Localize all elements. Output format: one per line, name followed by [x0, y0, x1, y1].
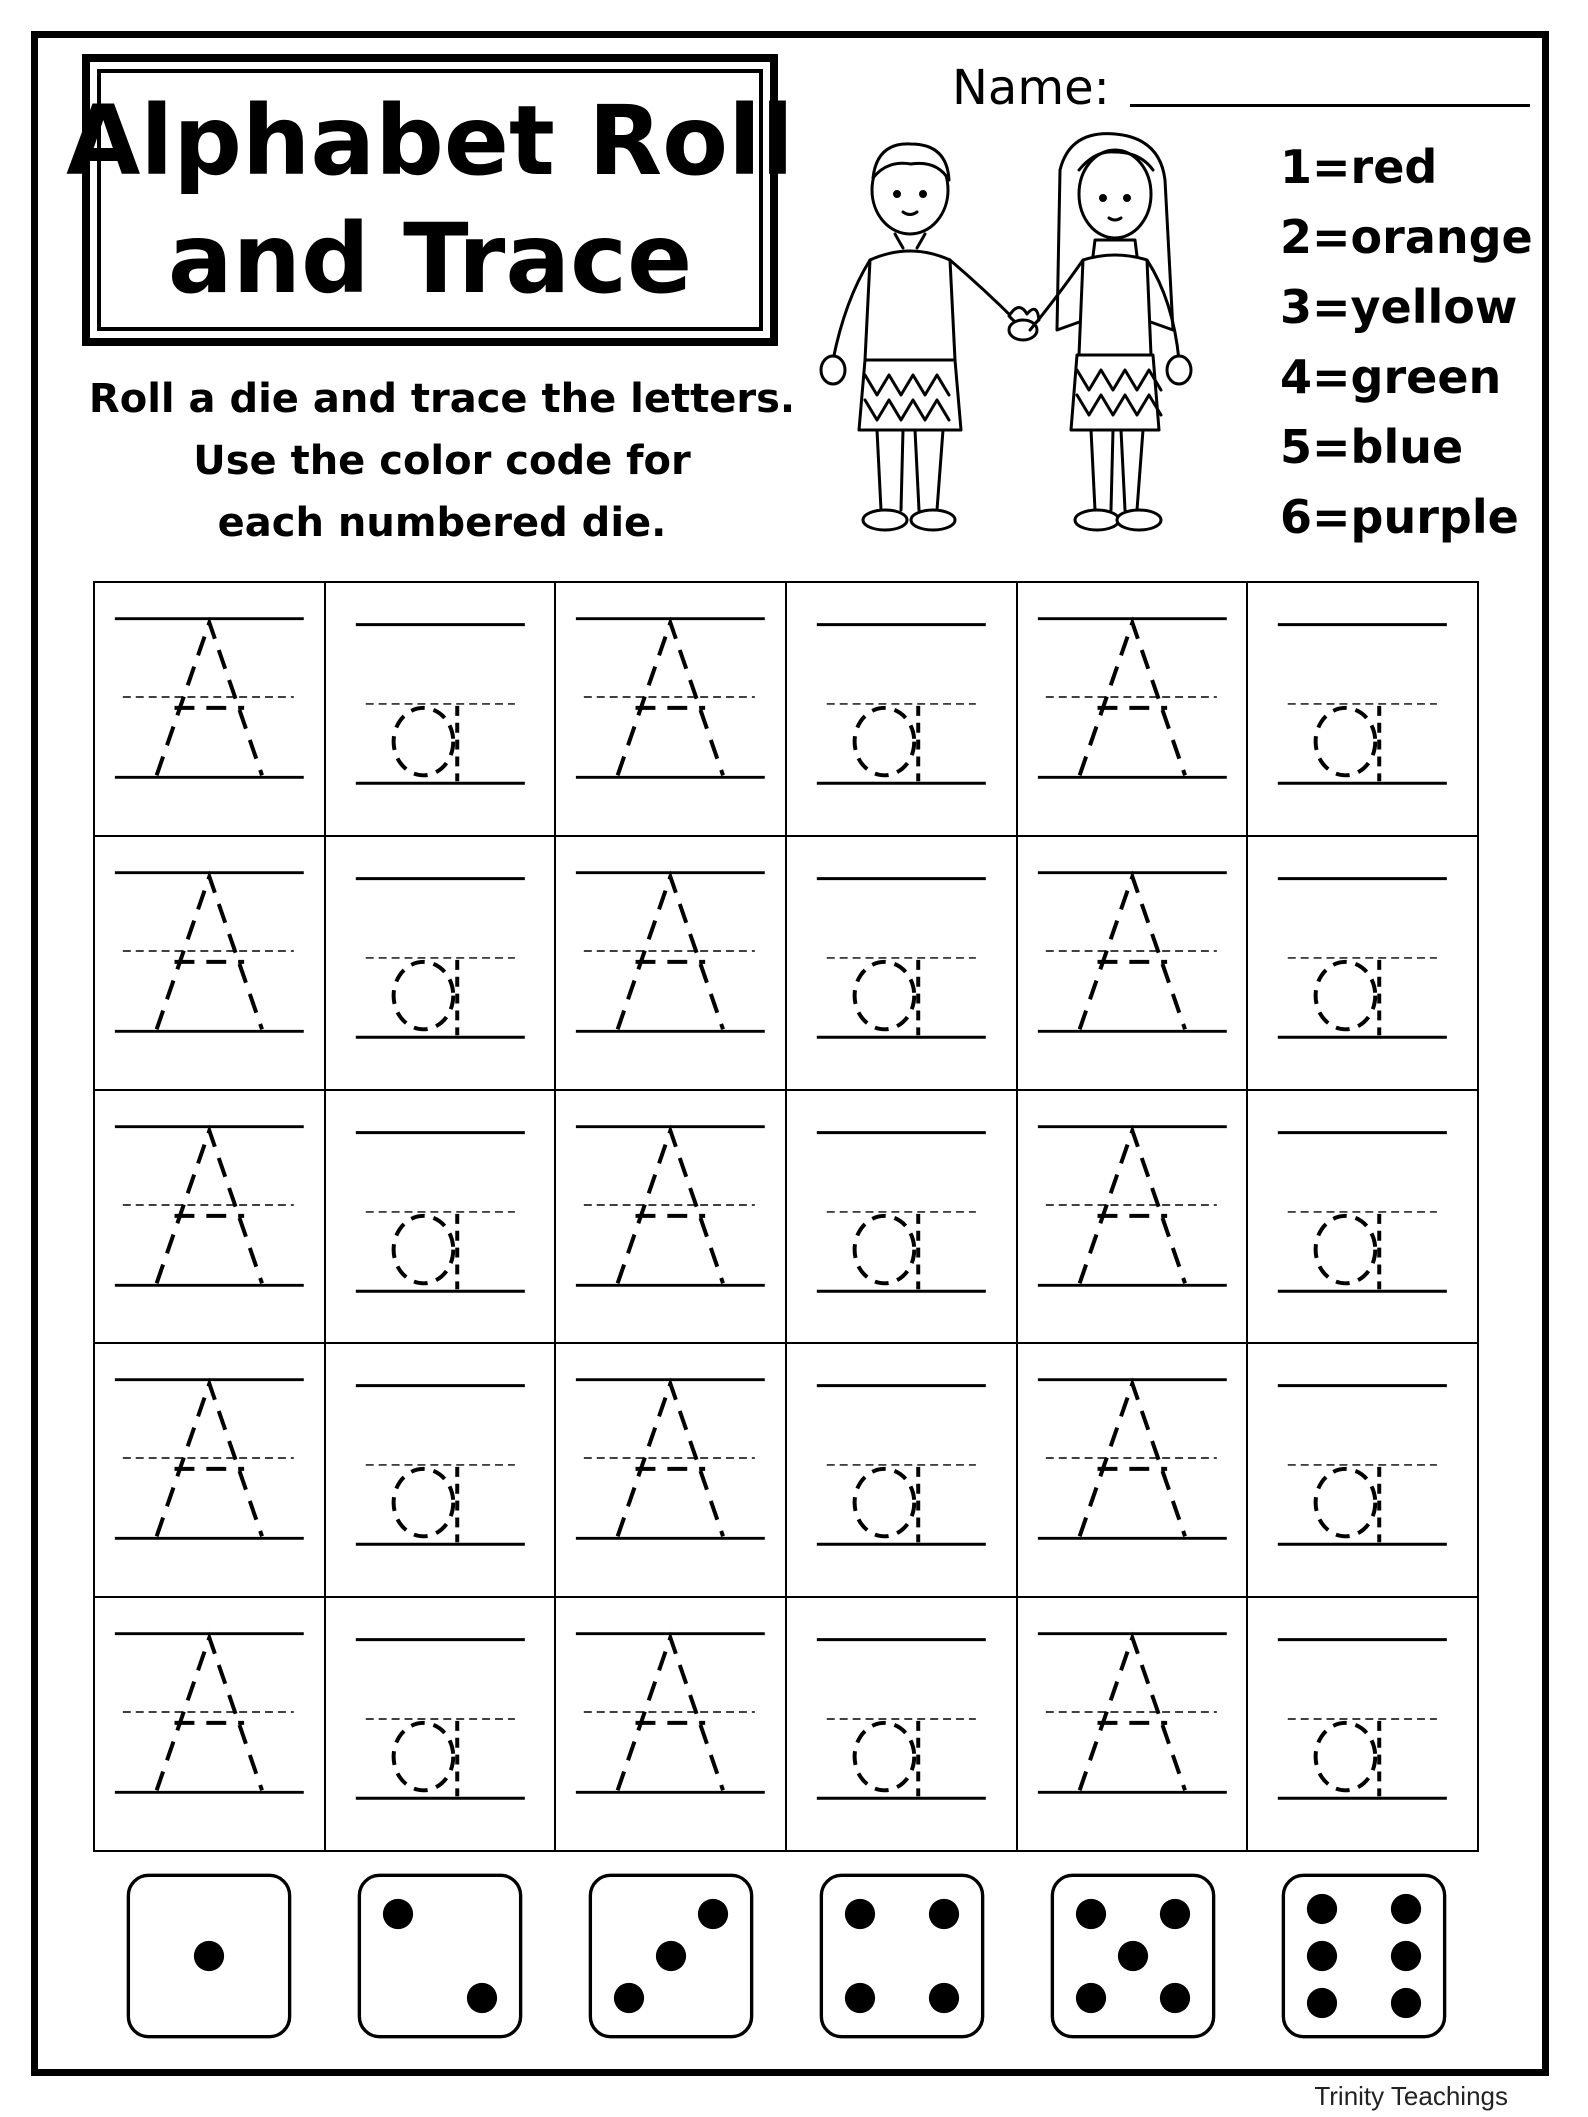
color-code-6: 6=purple: [1280, 490, 1519, 544]
trace-letter-uppercase-a: [1018, 837, 1247, 1089]
boy-figure: [821, 144, 1015, 530]
trace-letter-lowercase-a: [787, 1091, 1016, 1343]
trace-cell[interactable]: [787, 1091, 1018, 1345]
trace-cell[interactable]: [95, 837, 326, 1091]
trace-cell[interactable]: [326, 1598, 557, 1852]
trace-letter-uppercase-a: [556, 1091, 785, 1343]
dice-row: [93, 1872, 1479, 2044]
footer-credit: Trinity Teachings: [1314, 2081, 1508, 2111]
color-code-5: 5=blue: [1280, 420, 1464, 474]
instructions-line-1: Roll a die and trace the letters.: [88, 376, 796, 422]
trace-letter-uppercase-a: [556, 583, 785, 835]
die-face-one: [125, 1872, 293, 2040]
trace-letter-uppercase-a: [95, 1598, 324, 1850]
color-code-3: 3=yellow: [1280, 280, 1518, 334]
trace-letter-uppercase-a: [1018, 1344, 1247, 1596]
trace-cell[interactable]: [556, 1091, 787, 1345]
trace-letter-lowercase-a: [1248, 1344, 1477, 1596]
trace-letter-lowercase-a: [326, 1091, 555, 1343]
trace-letter-lowercase-a: [1248, 583, 1477, 835]
trace-letter-uppercase-a: [95, 837, 324, 1089]
die-face-six: [1280, 1872, 1448, 2040]
trace-letter-lowercase-a: [787, 1344, 1016, 1596]
name-label: Name:: [952, 60, 1110, 116]
trace-cell[interactable]: [556, 837, 787, 1091]
trace-cell[interactable]: [556, 583, 787, 837]
trace-cell[interactable]: [1248, 1091, 1479, 1345]
instructions-line-2: Use the color code for: [193, 438, 691, 484]
die-face-three: [587, 1872, 755, 2040]
trace-cell[interactable]: [1018, 583, 1249, 837]
trace-cell[interactable]: [326, 1344, 557, 1598]
die-face-two: [356, 1872, 524, 2040]
trace-letter-lowercase-a: [787, 1598, 1016, 1850]
trace-letter-uppercase-a: [95, 1091, 324, 1343]
kids-illustration: [815, 130, 1215, 550]
trace-cell[interactable]: [1018, 1598, 1249, 1852]
color-code-2: 2=orange: [1280, 210, 1533, 264]
trace-cell[interactable]: [95, 1598, 326, 1852]
trace-cell[interactable]: [1018, 837, 1249, 1091]
trace-letter-lowercase-a: [326, 583, 555, 835]
instructions: [82, 368, 802, 554]
title-frame: [66, 69, 794, 331]
name-field[interactable]: [1130, 104, 1530, 107]
trace-cell[interactable]: [1018, 1344, 1249, 1598]
trace-cell[interactable]: [556, 1598, 787, 1852]
trace-letter-lowercase-a: [787, 837, 1016, 1089]
girl-figure: [1030, 134, 1191, 530]
trace-cell[interactable]: [787, 1344, 1018, 1598]
trace-letter-lowercase-a: [326, 1598, 555, 1850]
trace-cell[interactable]: [1248, 583, 1479, 837]
color-code-legend: [1280, 132, 1533, 552]
trace-cell[interactable]: [1248, 1344, 1479, 1598]
trace-cell[interactable]: [787, 1598, 1018, 1852]
die-face-four: [818, 1872, 986, 2040]
trace-letter-uppercase-a: [556, 1344, 785, 1596]
color-code-1: 1=red: [1280, 140, 1438, 194]
trace-cell[interactable]: [1018, 1091, 1249, 1345]
trace-letter-lowercase-a: [787, 583, 1016, 835]
trace-cell[interactable]: [326, 1091, 557, 1345]
title-line-2: and Trace: [167, 203, 693, 315]
trace-letter-lowercase-a: [1248, 1091, 1477, 1343]
trace-cell[interactable]: [556, 1344, 787, 1598]
trace-letter-lowercase-a: [326, 1344, 555, 1596]
die-face-five: [1049, 1872, 1217, 2040]
trace-cell[interactable]: [787, 583, 1018, 837]
trace-letter-uppercase-a: [556, 837, 785, 1089]
trace-letter-uppercase-a: [1018, 583, 1247, 835]
trace-letter-lowercase-a: [1248, 837, 1477, 1089]
trace-cell[interactable]: [95, 1344, 326, 1598]
trace-letter-uppercase-a: [1018, 1598, 1247, 1850]
trace-letter-uppercase-a: [95, 583, 324, 835]
trace-cell[interactable]: [326, 583, 557, 837]
trace-cell[interactable]: [787, 837, 1018, 1091]
trace-letter-lowercase-a: [1248, 1598, 1477, 1850]
trace-cell[interactable]: [95, 583, 326, 837]
trace-cell[interactable]: [1248, 1598, 1479, 1852]
color-code-4: 4=green: [1280, 350, 1502, 404]
trace-letter-uppercase-a: [95, 1344, 324, 1596]
instructions-line-3: each numbered die.: [217, 500, 667, 546]
trace-letter-uppercase-a: [556, 1598, 785, 1850]
tracing-grid: [93, 581, 1479, 1852]
trace-cell[interactable]: [95, 1091, 326, 1345]
trace-cell[interactable]: [1248, 837, 1479, 1091]
trace-letter-uppercase-a: [1018, 1091, 1247, 1343]
trace-letter-lowercase-a: [326, 837, 555, 1089]
title-line-1: Alphabet Roll: [66, 85, 794, 197]
title-box: [66, 54, 794, 346]
trace-cell[interactable]: [326, 837, 557, 1091]
